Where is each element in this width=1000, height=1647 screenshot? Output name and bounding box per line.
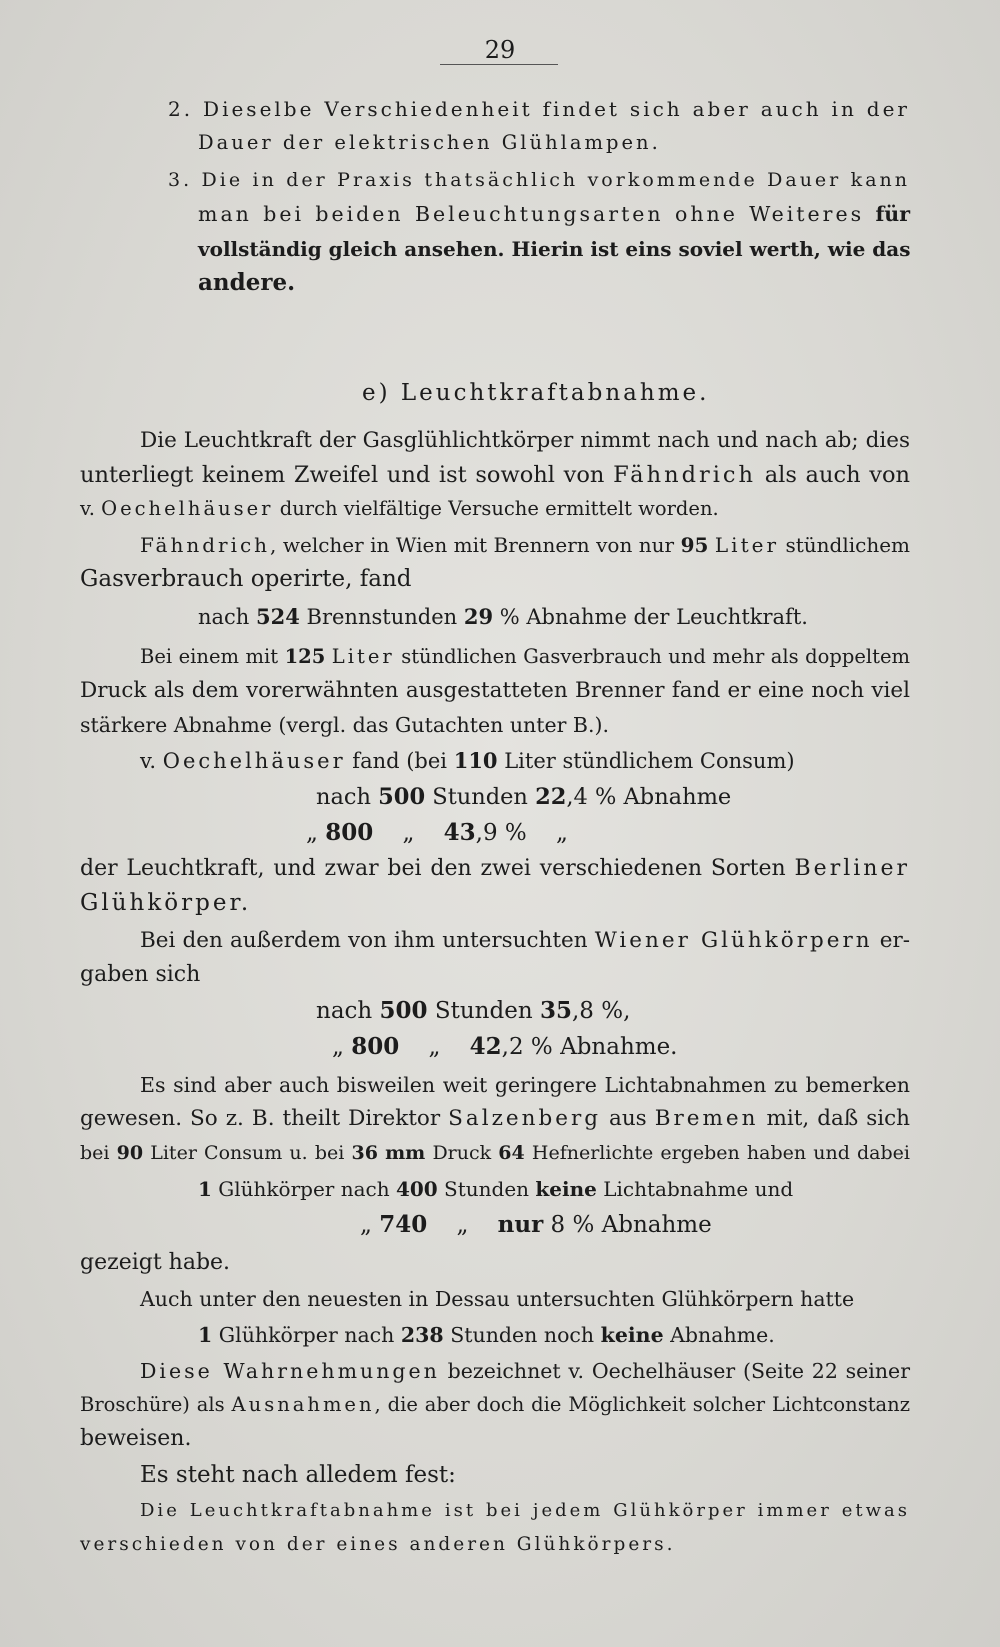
spaced-text: Liter: [331, 645, 395, 668]
text-span: er-: [872, 928, 910, 953]
text-span: fand (bei: [345, 749, 454, 773]
spaced-text: e) Leuchtkraftabnahme.: [362, 380, 710, 406]
text-span: beweisen.: [80, 1426, 192, 1451]
spaced-text: Oechelhäuser: [162, 749, 346, 773]
text-line: [198, 232, 910, 266]
text-span: Liter Consum u. bei: [143, 1142, 352, 1164]
text-line: [80, 886, 280, 920]
spaced-text: Salzenberg: [448, 1106, 602, 1131]
text-span: gaben sich: [80, 962, 201, 987]
text-span: aus: [601, 1106, 655, 1131]
text-span: gezeigt habe.: [80, 1250, 231, 1275]
text-line: [362, 376, 762, 410]
text-line: [80, 708, 620, 742]
text-span: stärkere Abnahme (vergl. das Gutachten unter B.).: [80, 713, 610, 737]
text-span: bezeichnet v. Oechelhäuser (Seite 22 seiner: [439, 1359, 910, 1383]
text-line: [140, 744, 800, 778]
spaced-text: Fähndrich: [140, 533, 271, 557]
bold-text: 740: [379, 1211, 428, 1238]
bold-text: 500: [378, 784, 426, 810]
text-span: Stunden: [425, 784, 536, 810]
text-line: [198, 197, 910, 231]
spaced-text: man bei beiden Beleuchtungsarten ohne Weiteres: [198, 202, 876, 226]
bold-text: andere.: [198, 269, 296, 296]
bold-text: 29: [463, 604, 494, 629]
spaced-text: Ausnahmen: [231, 1393, 375, 1416]
text-span: 8 % Abnahme: [543, 1212, 712, 1238]
spaced-text: Glühkörper.: [80, 890, 252, 916]
text-span: der Leuchtkraft, und zwar bei den zwei verschiedenen Sorten: [80, 856, 795, 881]
text-span: durch vielfältige Versuche ermittelt worden.: [273, 497, 719, 520]
text-line: [140, 1282, 860, 1316]
text-span: Auch unter den neuesten in Dessau untersuchten Glühkörpern hatte: [140, 1287, 855, 1311]
text-line: [80, 458, 910, 492]
text-span: nach: [316, 998, 380, 1024]
bold-text: 125: [284, 645, 326, 668]
text-span: ,9 % „: [475, 820, 568, 846]
text-span: % Abnahme der Leuchtkraft.: [493, 605, 808, 629]
page-number-rule: [440, 64, 558, 65]
spaced-text: Dauer der elektrischen Glühlampen.: [198, 131, 661, 154]
text-line: [140, 528, 910, 562]
bold-text: 500: [379, 997, 428, 1024]
text-span: Die Leuchtkraft der Gasglühlichtkörper nimmt nach und nach ab; dies: [140, 428, 910, 453]
text-span: bei: [80, 1142, 117, 1164]
text-span: [378, 1142, 385, 1164]
text-span: , die aber doch die Möglichkeit solcher Lichtconstanz: [374, 1393, 910, 1416]
bold-text: 22: [535, 784, 567, 810]
bold-text: vollständig gleich ansehen. Hierin ist eins soviel werth, wie das: [198, 237, 911, 261]
text-line: [198, 126, 668, 160]
text-line: [198, 266, 298, 300]
text-span: Es sind aber auch bisweilen weit geringere Lichtabnahmen zu bemerken: [140, 1073, 910, 1097]
text-line: [316, 994, 636, 1028]
text-span: Stunden: [437, 1177, 536, 1201]
text-span: Gasverbrauch operirte, fand: [80, 566, 412, 592]
bold-text: 524: [256, 604, 300, 629]
text-span: , welcher in Wien mit Brennern von nur: [270, 533, 681, 557]
text-span: ,8 %,: [571, 998, 631, 1024]
text-span: unterliegt keinem Zweifel und ist sowohl von: [80, 462, 614, 488]
spaced-text: Bremen: [654, 1106, 759, 1131]
text-line: [198, 1318, 778, 1352]
bold-text: 1: [198, 1177, 212, 1201]
text-line: [80, 958, 200, 992]
text-line: [80, 1422, 190, 1456]
text-span: Stunden: [427, 998, 540, 1024]
bold-text: 64: [498, 1142, 525, 1164]
spaced-text: Diese Wahrnehmungen: [140, 1359, 440, 1383]
bold-text: 36: [351, 1142, 378, 1164]
text-span: Lichtabnahme und: [596, 1177, 794, 1201]
text-span: gewesen. So z. B. theilt Direktor: [80, 1106, 449, 1131]
bold-text: 43: [443, 819, 476, 846]
text-span: Druck als dem vorerwähnten ausgestatteten Brenner fand er eine noch viel: [80, 678, 910, 703]
bold-text: mm: [385, 1142, 426, 1164]
text-span: „: [306, 820, 326, 846]
text-line: [80, 1136, 910, 1170]
bold-text: für: [875, 202, 910, 226]
bold-text: 110: [453, 748, 498, 773]
text-span: Stunden noch: [443, 1323, 601, 1347]
text-span: Bei einem mit: [140, 645, 285, 668]
text-span: stündlichen Gasverbrauch und mehr als doppeltem: [394, 645, 910, 668]
bold-text: keine: [535, 1177, 597, 1201]
text-line: [168, 92, 910, 126]
text-line: [80, 1528, 680, 1562]
text-line: [140, 424, 910, 458]
text-span: „: [399, 1034, 470, 1060]
text-span: nach: [198, 605, 257, 629]
text-line: [316, 780, 736, 814]
bold-text: nur: [497, 1211, 544, 1238]
spaced-text: Oechelhäuser: [101, 497, 274, 520]
text-line: [80, 492, 720, 526]
text-span: Bei den außerdem von ihm untersuchten: [140, 928, 595, 953]
text-line: [140, 640, 910, 674]
spaced-text: Liter: [714, 533, 780, 557]
text-line: [198, 600, 818, 634]
text-span: Abnahme.: [663, 1323, 775, 1347]
text-line: [140, 924, 910, 958]
text-span: Druck: [425, 1142, 499, 1164]
text-span: als auch von: [756, 462, 910, 488]
spaced-text: 2. Dieselbe Verschiedenheit findet sich aber auch in der: [168, 97, 910, 121]
text-line: [80, 674, 910, 708]
bold-text: 90: [116, 1142, 144, 1164]
text-line: [140, 1354, 910, 1388]
text-line: [80, 1246, 230, 1280]
bold-text: 800: [351, 1033, 400, 1060]
text-span: nach: [316, 784, 379, 810]
text-span: „: [332, 1034, 352, 1060]
bold-text: 400: [395, 1177, 438, 1201]
text-span: v.: [80, 497, 102, 520]
bold-text: 800: [325, 819, 374, 846]
text-line: [80, 562, 480, 596]
bold-text: keine: [600, 1323, 664, 1347]
text-line: [80, 1388, 910, 1422]
text-span: mit, daß sich: [758, 1106, 910, 1131]
spaced-text: Berliner: [794, 856, 910, 881]
text-span: „: [373, 820, 444, 846]
text-span: Brennstunden: [299, 605, 464, 629]
text-span: Hefnerlichte ergeben haben und dabei: [524, 1142, 910, 1164]
text-span: Broschüre) als: [80, 1393, 232, 1416]
spaced-text: Fähndrich: [613, 462, 757, 488]
spaced-text: Wiener Glühkörpern: [594, 928, 873, 953]
text-span: Glühkörper nach: [212, 1323, 401, 1347]
spaced-text: verschieden von der eines anderen Glühkörpers.: [80, 1534, 676, 1555]
text-span: v.: [140, 749, 163, 773]
text-span: Es steht nach alledem fest:: [140, 1462, 456, 1488]
bold-text: 35: [539, 997, 572, 1024]
text-line: [332, 1030, 732, 1064]
text-line: [168, 163, 910, 197]
text-line: [140, 1458, 480, 1492]
text-span: „: [360, 1212, 380, 1238]
text-line: [80, 1102, 910, 1136]
text-line: [140, 1068, 910, 1102]
text-line: [360, 1208, 780, 1242]
bold-text: 238: [400, 1323, 444, 1347]
text-span: Glühkörper nach: [211, 1177, 396, 1201]
text-line: [140, 1494, 910, 1528]
text-line: [80, 852, 910, 886]
text-span: ,4 % Abnahme: [566, 784, 732, 810]
text-span: stündlichem: [779, 533, 911, 557]
text-line: [306, 816, 666, 850]
text-line: [198, 1172, 798, 1206]
bold-text: 1: [198, 1323, 213, 1347]
text-span: ,2 % Abnahme.: [501, 1034, 678, 1060]
text-span: Liter stündlichem Consum): [497, 749, 795, 773]
bold-text: 95: [680, 533, 709, 557]
bold-text: 42: [469, 1033, 502, 1060]
page-number: 29: [484, 36, 516, 64]
text-span: „: [427, 1212, 498, 1238]
spaced-text: Die Leuchtkraftabnahme ist bei jedem Glühkörper immer etwas: [140, 1500, 910, 1521]
spaced-text: 3. Die in der Praxis thatsächlich vorkommende Dauer kann: [168, 169, 910, 191]
